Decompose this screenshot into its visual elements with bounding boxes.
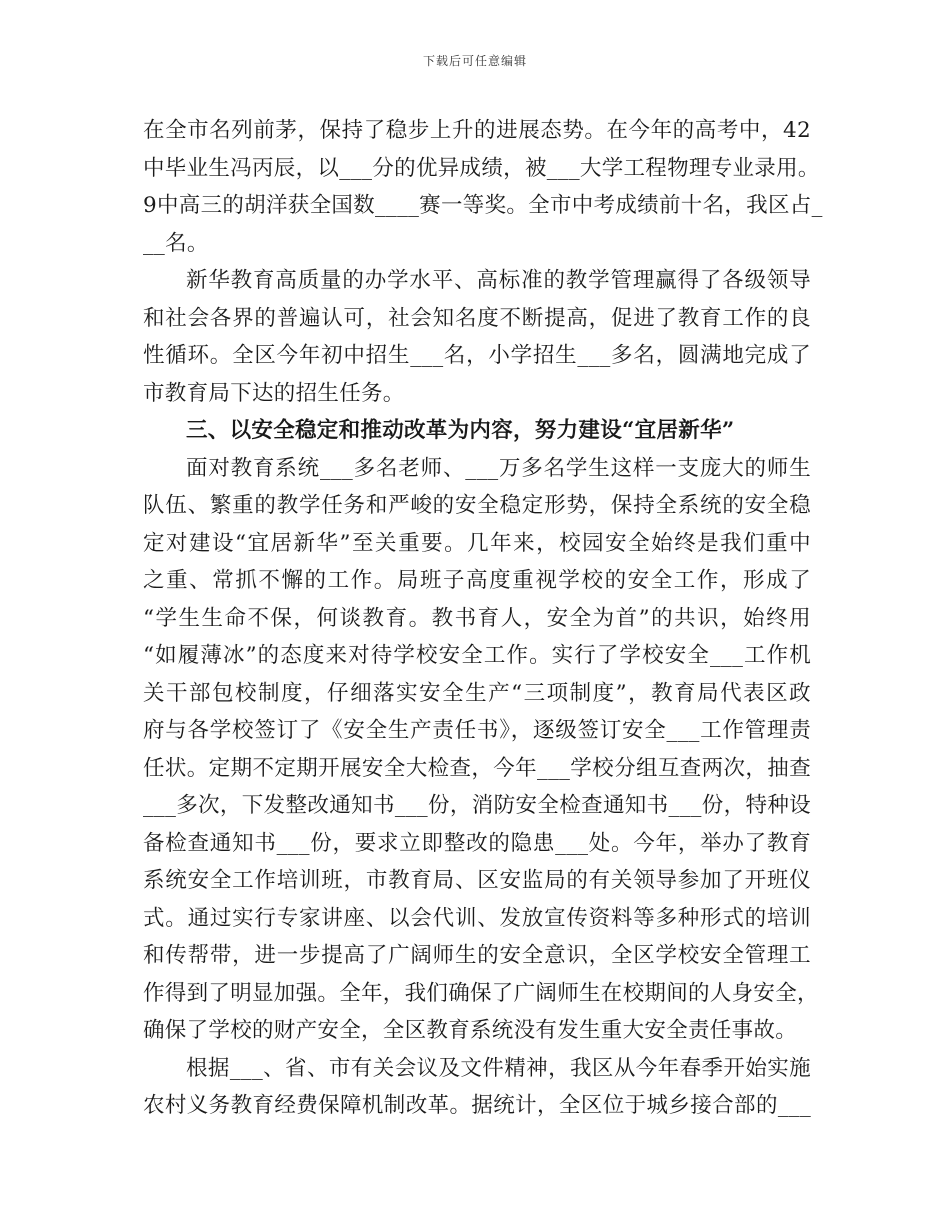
paragraph-line: 中毕业生冯丙辰，以___分的优异成绩，被___大学工程物理专业录用。 (143, 155, 820, 181)
paragraph-line: 和社会各界的普遍认可，社会知名度不断提高，促进了教育工作的良 (143, 305, 811, 331)
paragraph-line: 农村义务教育经费保障机制改革。据统计，全区位于城乡接合部的___ (143, 1093, 811, 1118)
paragraph-line: __名。 (143, 230, 209, 256)
paragraph-line: 作得到了明显加强。全年，我们确保了广阔师生在校期间的人身安全， (143, 980, 819, 1006)
paragraph-line: 任状。定期不定期开展安全大检查，今年___学校分组互查两次，抽查 (143, 755, 811, 781)
paragraph-line: 队伍、繁重的教学任务和严峻的安全稳定形势，保持全系统的安全稳 (143, 493, 811, 518)
paragraph-line: 系统安全工作培训班，市教育局、区安监局的有关领导参加了开班仪 (143, 868, 811, 893)
paragraph-line: 备检查通知书___份，要求立即整改的隐患___处。今年，举办了教育 (143, 830, 811, 856)
paragraph-line: 性循环。全区今年初中招生___名，小学招生___多名，圆满地完成了 (143, 343, 811, 368)
paragraph-line: 确保了学校的财产安全，全区教育系统没有发生重大安全责任事故。 (143, 1018, 798, 1043)
paragraph-line: ___多次，下发整改通知书___份，消防安全检查通知书___份，特种设 (143, 793, 811, 818)
paragraph-line: 定对建设“宜居新华”至关重要。几年来，校园安全始终是我们重中 (143, 530, 811, 556)
document-body (143, 112, 823, 1125)
paragraph-line: 新华教育高质量的办学水平、高标准的教学管理赢得了各级领导 (186, 268, 811, 293)
paragraph-line: 根据___、省、市有关会议及文件精神，我区从今年春季开始实施 (186, 1055, 811, 1081)
paragraph-line: “如履薄冰”的态度来对待学校安全工作。实行了学校安全___工作机 (143, 643, 811, 668)
paragraph-line: 和传帮带，进一步提高了广阔师生的安全意识，全区学校安全管理工 (143, 943, 811, 968)
paragraph-line: 9中高三的胡洋获全国数____赛一等奖。全市中考成绩前十名，我区占_ (143, 193, 823, 218)
paragraph-line: 在全市名列前茅，保持了稳步上升的进展态势。在今年的高考中，42 (143, 118, 811, 143)
paragraph-line: 府与各学校签订了《安全生产责任书》，逐级签订安全___工作管理责 (143, 718, 811, 743)
paragraph-line: 市教育局下达的招生任务。 (143, 380, 405, 406)
paragraph-line: 关干部包校制度，仔细落实安全生产“三项制度”，教育局代表区政 (143, 680, 811, 706)
page-header: 下载后可任意编辑 (422, 54, 527, 68)
paragraph-line: 式。通过实行专家讲座、以会代训、发放宣传资料等多种形式的培训 (143, 905, 811, 931)
paragraph-line: “学生生命不保，何谈教育。教书育人，安全为首”的共识，始终用 (143, 605, 811, 631)
paragraph-line: 面对教育系统___多名老师、___万多名学生这样一支庞大的师生 (186, 455, 811, 481)
section-heading: 三、以安全稳定和推动改革为内容，努力建设“宜居新华” (186, 418, 735, 443)
paragraph-line: 之重、常抓不懈的工作。局班子高度重视学校的安全工作，形成了 (143, 568, 811, 593)
